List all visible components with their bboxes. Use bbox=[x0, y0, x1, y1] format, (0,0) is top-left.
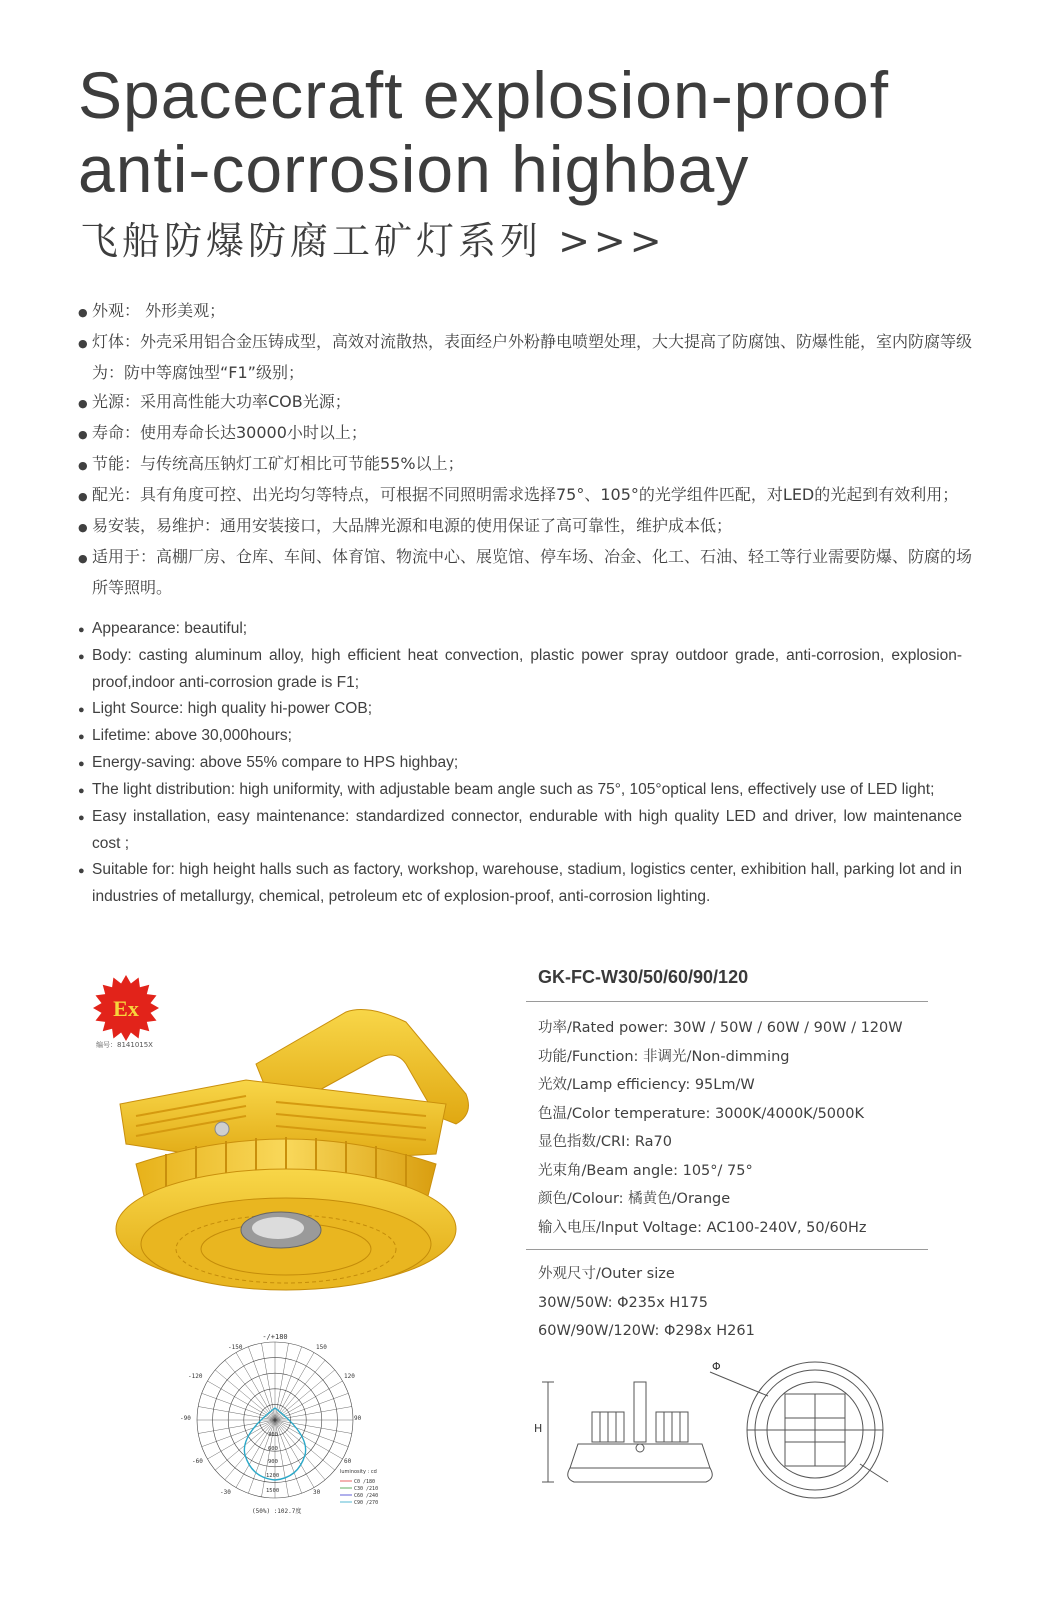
polar-legend-item: C0 /180 bbox=[354, 1479, 376, 1485]
badge-mark: Ex bbox=[113, 996, 139, 1021]
page-subtitle: 飞船防爆防腐工矿灯系列 >>> bbox=[80, 219, 666, 263]
polar-legend-item: C60 /240 bbox=[354, 1493, 379, 1499]
feature-en-item: ● Appearance: beautiful; bbox=[78, 620, 248, 637]
spec-item: 色温/Color temperature: 3000K/4000K/5000K bbox=[538, 1105, 864, 1122]
badge-number: 编号：8141015X bbox=[96, 1041, 153, 1049]
feature-en-item: ● Suitable for: high height halls such as factory, workshop, warehouse, stadium, logistics center, exhibition hall, parking lot and in industries of metallurgy, chemical, petroleum etc of explosion-proof, anti-corrosion lighting. bbox=[78, 861, 962, 905]
feature-en-item: ● Light Source: high quality hi-power COB; bbox=[78, 700, 373, 717]
feature-cn-item: ● 光源：采用高性能大功率COB光源； bbox=[78, 392, 351, 411]
size-row: 30W/50W: Φ235x H175 bbox=[538, 1294, 708, 1311]
polar-footer: (50%) :102.7度 bbox=[252, 1508, 302, 1515]
divider-middle bbox=[526, 1249, 928, 1250]
feature-cn-item: ● 寿命：使用寿命长达30000小时以上； bbox=[78, 423, 367, 442]
polar-legend-item: C90 /270 bbox=[354, 1500, 379, 1506]
dimension-drawing bbox=[530, 1360, 900, 1500]
spec-item: 功能/Function: 非调光/Non-dimming bbox=[538, 1048, 790, 1065]
diameter-label: Φ bbox=[712, 1360, 721, 1373]
divider-top bbox=[526, 1001, 928, 1002]
feature-cn-item: ● 配光：具有角度可控、出光均匀等特点，可根据不同照明需求选择75°、105°的光学组件匹配，对LED的光起到有效利用； bbox=[78, 485, 959, 504]
polar-radius-label: 300 bbox=[268, 1432, 278, 1438]
polar-angle-label: -60 bbox=[192, 1458, 203, 1465]
light-distribution-diagram bbox=[180, 1330, 390, 1520]
spec-item: 光效/Lamp efficiency: 95Lm/W bbox=[538, 1077, 755, 1093]
spec-item: 显色指数/CRI: Ra70 bbox=[538, 1134, 672, 1150]
size-row: 60W/90W/120W: Φ298x H261 bbox=[538, 1323, 755, 1339]
feature-list-cn bbox=[78, 296, 978, 602]
polar-angle-label: 30 bbox=[313, 1489, 321, 1496]
size-title: 外观尺寸/Outer size bbox=[538, 1266, 675, 1282]
polar-angle-label: 90 bbox=[354, 1415, 362, 1422]
spec-item: 功率/Rated power: 30W / 50W / 60W / 90W / 120W bbox=[538, 1020, 903, 1036]
polar-legend-title: luminosity : cd bbox=[340, 1469, 377, 1475]
polar-radius-label: 1200 bbox=[266, 1473, 280, 1479]
feature-cn-item: ● 外观： 外形美观； bbox=[78, 301, 226, 320]
height-label: H bbox=[534, 1422, 543, 1435]
feature-en-item: ● Lifetime: above 30,000hours; bbox=[78, 727, 292, 744]
feature-en-item: ● The light distribution: high uniformity, with adjustable beam angle such as 75°, 105°optical lens, effectively use of LED light; bbox=[78, 781, 935, 798]
polar-angle-label: -90 bbox=[180, 1415, 191, 1422]
polar-angle-label: 150 bbox=[316, 1344, 327, 1351]
page-title bbox=[78, 58, 889, 206]
feature-en-item: ● Easy installation, easy maintenance: standardized connector, endurable with high quality LED and driver, low maintenance cost ; bbox=[78, 808, 962, 852]
feature-cn-item: ● 节能：与传统高压钠灯工矿灯相比可节能55%以上； bbox=[78, 454, 464, 473]
polar-angle-label: -30 bbox=[220, 1489, 231, 1496]
spec-item: 输入电压/lnput Voltage: AC100-240V, 50/60Hz bbox=[538, 1219, 867, 1236]
feature-en-item: ● Body: casting aluminum alloy, high efficient heat convection, plastic power spray outdoor grade, anti-corrosion, explosion-proof,indoor anti-corrosion grade is F1; bbox=[78, 647, 962, 691]
polar-top-label: -/+180 bbox=[262, 1333, 288, 1341]
spec-item: 光束角/Beam angle: 105°/ 75° bbox=[538, 1162, 753, 1179]
model-number: GK-FC-W30/50/60/90/120 bbox=[538, 967, 749, 987]
spec-list bbox=[538, 1014, 903, 1242]
title-line-1: Spacecraft explosion-proof bbox=[78, 58, 890, 132]
polar-angle-label: 120 bbox=[344, 1373, 355, 1380]
polar-angle-label: -150 bbox=[228, 1344, 243, 1351]
top-view-drawing bbox=[710, 1362, 888, 1498]
feature-cn-item: ● 适用于：高棚厂房、仓库、车间、体育馆、物流中心、展览馆、停车场、冶金、化工、石油、轻工等行业需要防爆、防腐的场所等照明。 bbox=[78, 547, 973, 597]
spec-item: 颜色/Colour: 橘黄色/Orange bbox=[538, 1191, 731, 1207]
feature-list-en bbox=[78, 616, 962, 910]
side-view-drawing bbox=[542, 1382, 712, 1482]
feature-cn-item: ● 灯体：外壳采用铝合金压铸成型，高效对流散热，表面经户外粉静电喷塑处理，大大提高了防腐蚀、防爆性能，室内防腐等级为：防中等腐蚀型“F1”级别； bbox=[78, 332, 973, 382]
title-line-2: anti-corrosion highbay bbox=[78, 132, 750, 206]
feature-en-item: ● Energy-saving: above 55% compare to HPS highbay; bbox=[78, 754, 459, 771]
polar-angle-label: -120 bbox=[188, 1373, 203, 1380]
feature-cn-item: ● 易安装，易维护：通用安装接口，大品牌光源和电源的使用保证了高可靠性，维护成本低； bbox=[78, 516, 733, 535]
polar-radius-label: 600 bbox=[268, 1446, 278, 1452]
polar-radius-label: 900 bbox=[268, 1459, 278, 1465]
polar-angle-label: 60 bbox=[344, 1458, 352, 1465]
polar-legend-item: C30 /210 bbox=[354, 1486, 379, 1492]
product-image bbox=[106, 1004, 476, 1314]
polar-radius-label: 1500 bbox=[266, 1488, 280, 1494]
size-section bbox=[538, 1260, 755, 1346]
